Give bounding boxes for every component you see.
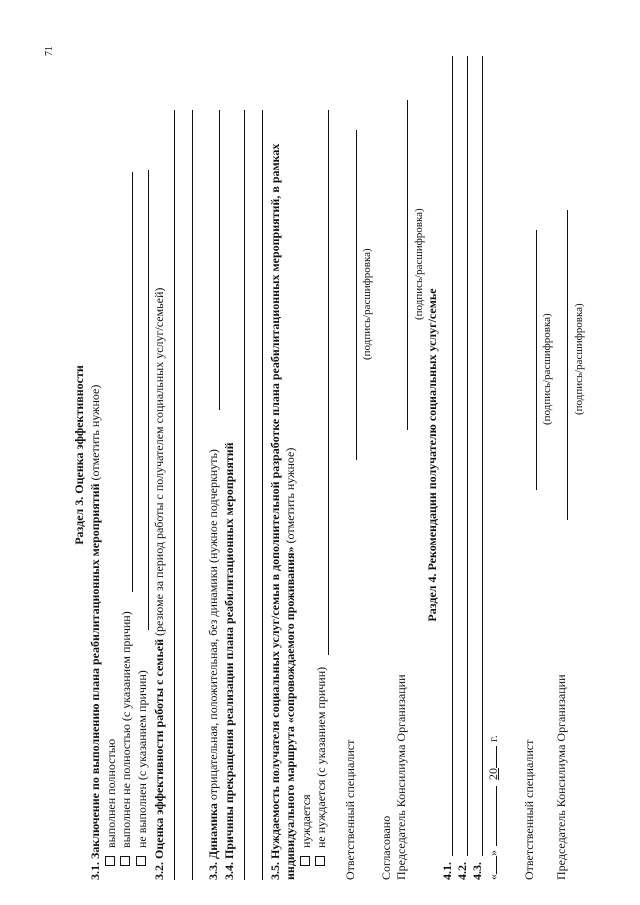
date-open-quote: « (486, 874, 500, 880)
rotated-form-page (62, 30, 622, 880)
option35-0[interactable] (299, 794, 314, 866)
item35-note: (отметить нужное) (283, 447, 297, 544)
chair-label-3: Председатель Консилиума Организации (394, 674, 408, 880)
checkbox[interactable] (136, 856, 146, 866)
item33-label: 3.3. Динамика (206, 803, 220, 880)
item43-label: 4.3. (470, 862, 484, 880)
signature-line-responsible-4[interactable] (536, 230, 537, 490)
option35-1-label: не нуждается (с указанием причин) (314, 666, 328, 848)
item33-heading (206, 449, 221, 880)
signature-line-chair-4[interactable] (567, 210, 568, 520)
date-year-suffix: г. (486, 735, 500, 742)
date-month-blank[interactable] (496, 786, 497, 846)
date-close-quote: » (486, 850, 500, 856)
checkbox[interactable] (315, 856, 325, 866)
option31-0[interactable] (104, 739, 119, 866)
chair-label-4: Председатель Консилиума Организации (554, 674, 568, 880)
item41-label: 4.1. (440, 862, 454, 880)
signature-hint-chair-3: (подпись/расшифровка) (413, 208, 425, 320)
option31-2[interactable] (135, 670, 150, 866)
date-year-prefix: 20 (486, 768, 500, 780)
item32-note: (резюме за период работы с получателем социальных услуг/семьей) (152, 287, 166, 636)
option35-0-label: нуждается (299, 794, 313, 848)
responsible-label-4: Ответственный специалист (522, 739, 536, 880)
agreed-label: Согласовано (379, 815, 393, 880)
answer-line-32-b[interactable] (192, 110, 193, 880)
page-number: 71 (44, 46, 55, 56)
signature-line-chair-3[interactable] (407, 100, 408, 430)
date-field (486, 735, 501, 880)
signature-line-responsible-3[interactable] (356, 130, 357, 460)
checkbox[interactable] (105, 856, 115, 866)
answer-line-41[interactable] (452, 56, 453, 856)
option31-0-label: выполнен полностью (104, 738, 118, 848)
signature-hint-responsible-4: (подпись/расшифровка) (541, 313, 553, 425)
item34-label: 3.4. Причины прекращения реализации плана реабилитационных мероприятий (222, 442, 236, 880)
item35-line2: индивидуального маршрута «сопровождаемого проживания» (283, 546, 297, 880)
date-day-blank[interactable] (496, 856, 497, 874)
item35-line2-wrap (283, 448, 298, 880)
answer-line-33[interactable] (219, 110, 220, 410)
item32-heading (152, 288, 167, 880)
option31-2-label: не выполнен (с указанием причин) (135, 670, 149, 848)
reason-line-1[interactable] (132, 172, 133, 592)
item31-note: (отметить нужное) (88, 384, 102, 481)
reason-line-35[interactable] (328, 110, 329, 655)
item42-label: 4.2. (455, 862, 469, 880)
item35-line1: 3.5. Нуждаемость получателя социальных услуг/семьи в дополнительной разработке плана реабилитационных мероприятий, в рамках (268, 143, 282, 880)
item33-note: отрицательная, положительная, без динамики (нужное подчеркнуть) (206, 449, 220, 801)
signature-hint-responsible-3: (подпись/расшифровка) (361, 248, 373, 360)
option35-1[interactable] (314, 667, 329, 866)
checkbox[interactable] (300, 856, 310, 866)
item31-heading (88, 385, 103, 880)
reason-line-2[interactable] (148, 170, 149, 630)
answer-line-32-a[interactable] (174, 110, 175, 880)
section3-title: Раздел 3. Оценка эффективности (72, 365, 86, 545)
item32-label: 3.2. Оценка эффективности работы с семьей (152, 638, 166, 880)
answer-line-42[interactable] (467, 56, 468, 856)
option31-1[interactable] (119, 611, 134, 866)
answer-line-34-a[interactable] (244, 110, 245, 880)
signature-hint-chair-4: (подпись/расшифровка) (573, 303, 585, 415)
date-year-blank[interactable] (496, 746, 497, 768)
answer-line-43[interactable] (482, 56, 483, 856)
answer-line-34-b[interactable] (262, 110, 263, 880)
item31-label: 3.1. Заключение по выполнению плана реабилитационных мероприятий (88, 483, 102, 880)
section4-title: Раздел 4. Рекомендации получателю социальных услуг/семье (425, 288, 439, 622)
checkbox[interactable] (120, 856, 130, 866)
responsible-label-3: Ответственный специалист (343, 739, 357, 880)
option31-1-label: выполнен не полностью (с указанием причин) (119, 611, 133, 848)
